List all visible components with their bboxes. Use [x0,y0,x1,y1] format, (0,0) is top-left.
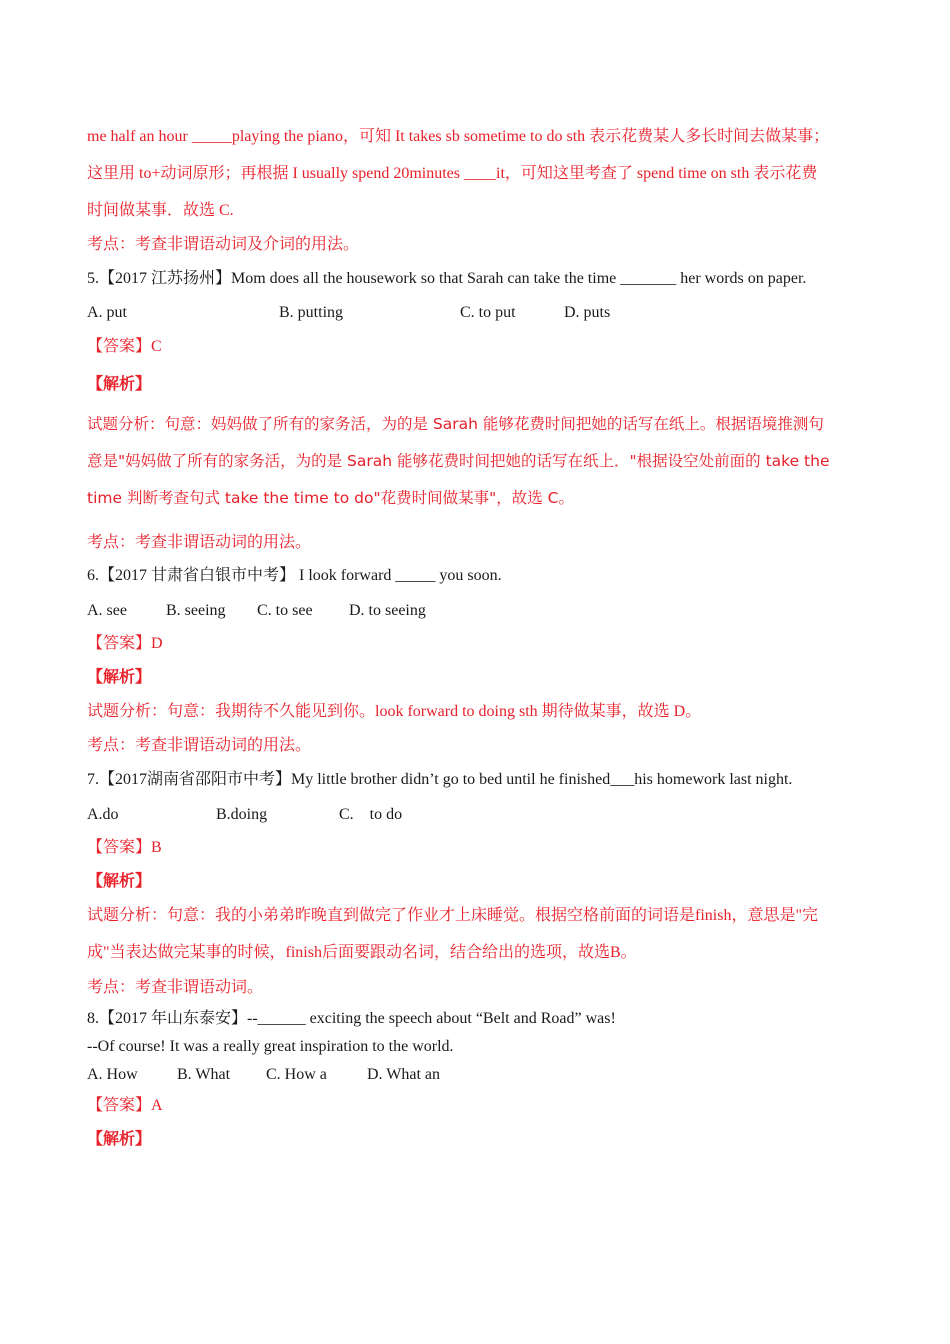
q4-analysis-line-1: me half an hour _____playing the piano，可知 It takes sb sometime to do sth 表示花费某人多长时间去做某事； [87,128,830,145]
q6-key-point: 考点：考查非谓语动词的用法。 [87,737,312,754]
q7-option-b: B.doing [216,806,268,823]
q6-analysis-line-1: 试题分析：句意：我期待不久能见到你。look forward to doing sth 期待做某事，故选 D。 [87,703,702,720]
q8-option-a: A. How [87,1066,138,1083]
q7-stem: 7.【2017湖南省邵阳市中考】My little brother didn’t go to bed until he finished___his homework last night. [87,771,793,788]
q4-analysis-line-2: 这里用 to+动词原形；再根据 I usually spend 20minutes ____it，可知这里考查了 spend time on sth 表示花费 [87,165,818,182]
q8-analysis-label: 【解析】 [87,1131,152,1148]
q7-option-a: A.do [87,806,119,823]
q6-option-d: D. to seeing [349,602,426,619]
q7-option-c: C. to do [339,806,403,823]
q5-option-d: D. puts [564,304,611,321]
q5-key-point: 考点：考查非谓语动词的用法。 [87,534,312,551]
q6-option-c: C. to see [257,602,313,619]
q6-answer: 【答案】D [87,635,163,652]
q8-option-b: B. What [177,1066,231,1083]
q8-stem: 8.【2017 年山东泰安】--______ exciting the speech about “Belt and Road” was! [87,1010,616,1027]
q7-answer: 【答案】B [87,839,162,856]
q7-key-point: 考点：考查非谓语动词。 [87,979,264,996]
q5-option-a: A. put [87,304,127,321]
q5-answer: 【答案】C [87,338,162,355]
q5-stem: 5.【2017 江苏扬州】Mom does all the housework so that Sarah can take the time _______ her words on paper. [87,270,807,287]
q5-analysis-line-2: 意是"妈妈做了所有的家务活，为的是 Sarah 能够花费时间把她的话写在纸上．"根据设空处前面的 take the [87,452,830,470]
q5-option-b: B. putting [279,304,344,321]
q5-option-c: C. to put [460,304,516,321]
q8-option-d: D. What an [367,1066,441,1083]
q7-analysis-label: 【解析】 [87,873,152,890]
q8-reply: --Of course! It was a really great inspiration to the world. [87,1038,454,1055]
q5-analysis-line-1: 试题分析：句意：妈妈做了所有的家务活，为的是 Sarah 能够花费时间把她的话写在纸上。根据语境推测句 [87,415,824,433]
q8-answer: 【答案】A [87,1097,163,1114]
q8-option-c: C. How a [266,1066,327,1083]
q7-analysis-line-1: 试题分析：句意：我的小弟弟昨晚直到做完了作业才上床睡觉。根据空格前面的词语是finish，意思是"完 [87,907,818,924]
q6-analysis-label: 【解析】 [87,669,152,686]
q7-analysis-line-2: 成"当表达做完某事的时候，finish后面要跟动名词，结合给出的选项，故选B。 [87,944,637,961]
q6-option-a: A. see [87,602,127,619]
q5-analysis-label: 【解析】 [87,376,152,393]
q6-stem: 6.【2017 甘肃省白银市中考】 I look forward _____ you soon. [87,567,502,584]
q4-analysis-line-3: 时间做某事．故选 C. [87,202,234,219]
q6-option-b: B. seeing [166,602,226,619]
q4-key-point: 考点：考查非谓语动词及介词的用法。 [87,236,360,253]
q5-analysis-line-3: time 判断考查句式 take the time to do"花费时间做某事"，故选 C。 [87,489,574,507]
